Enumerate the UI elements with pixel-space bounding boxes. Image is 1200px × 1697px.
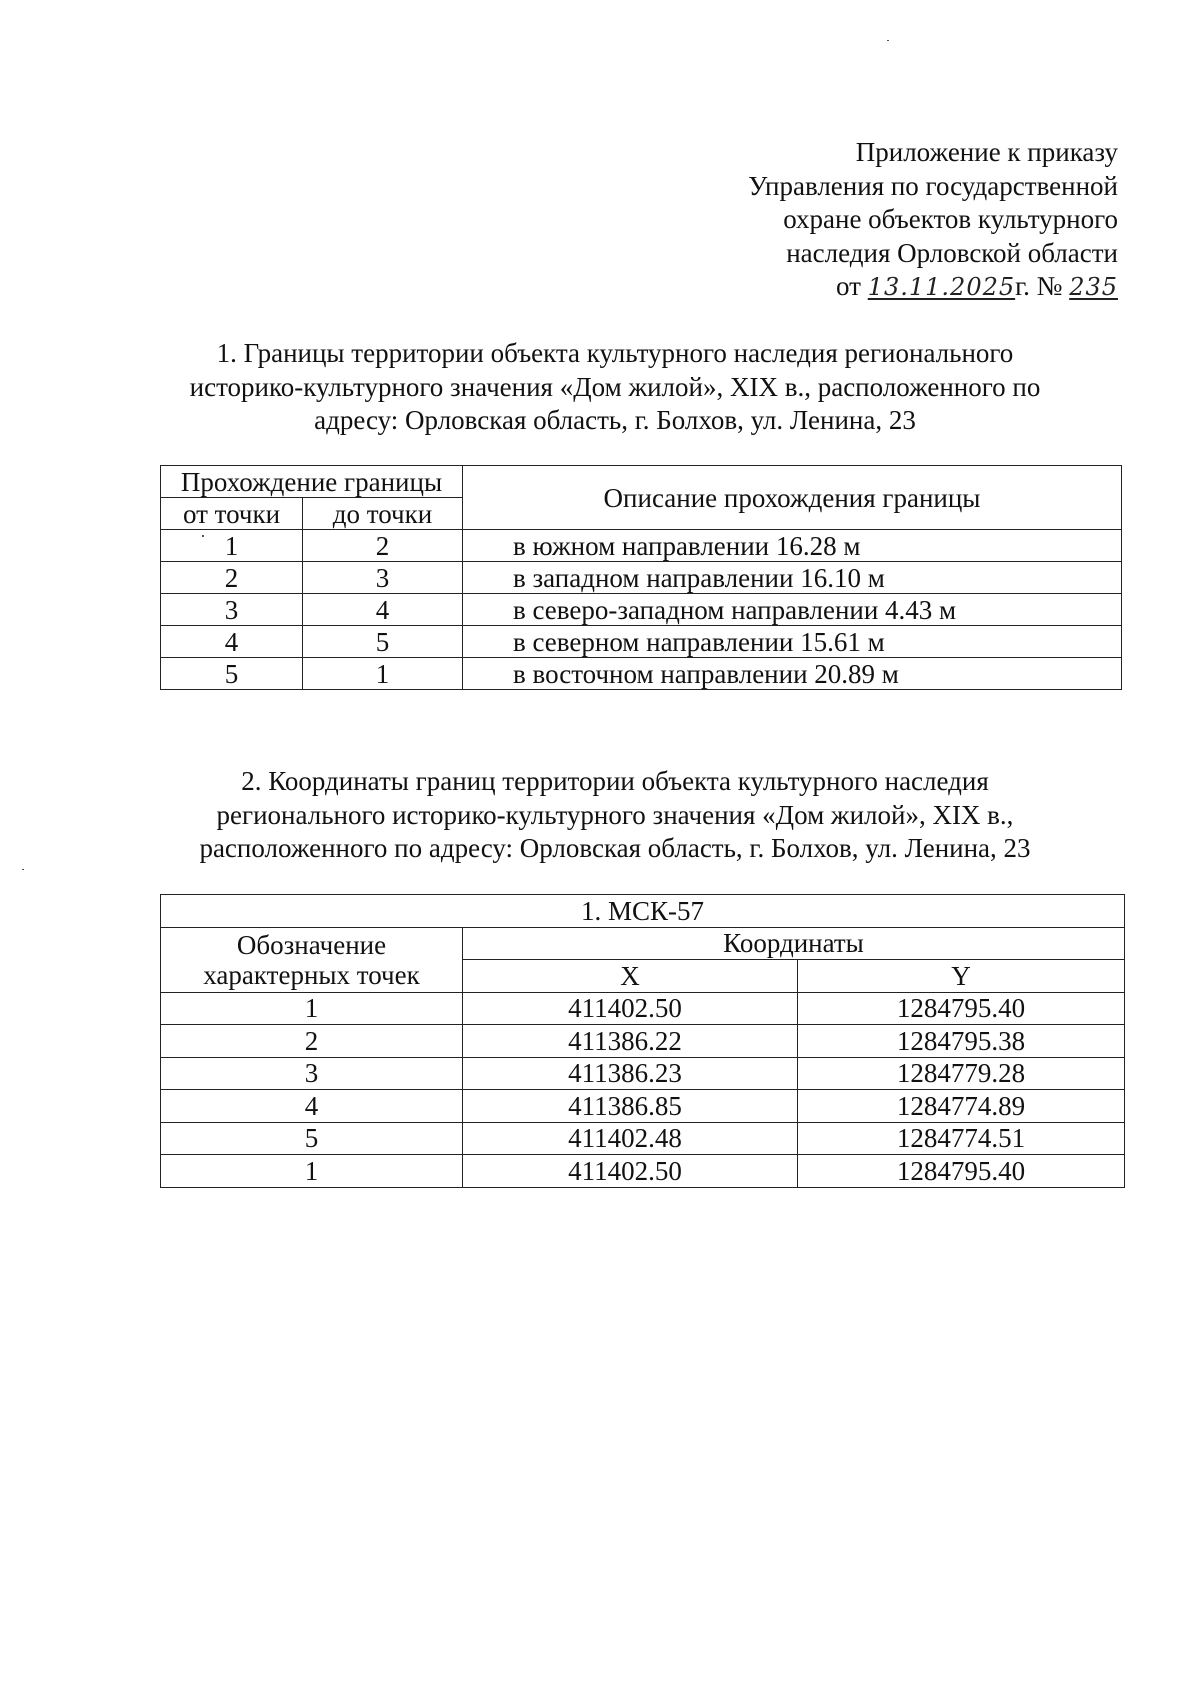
table-row [161,992,1125,1025]
table-row [161,1122,1125,1155]
cell-from: 5 [161,658,303,690]
cell-y: 1284774.89 [798,1090,1125,1123]
cell-point: 1 [161,992,463,1025]
table-row [161,658,1122,690]
cell-x: 411386.85 [463,1090,798,1123]
cell-y: 1284779.28 [798,1057,1125,1090]
section2-title-line: регионального историко-культурного значения «Дом жилой», XIX в., [216,799,1014,830]
cell-from: 1 [161,530,303,562]
scan-speck [887,40,889,41]
handwritten-order-number: 235 [1069,273,1118,301]
section2-title [160,765,1070,866]
scan-speck [22,869,24,870]
header-coordinates: Координаты [463,927,1125,960]
cell-point: 3 [161,1057,463,1090]
appendix-header [678,136,1118,305]
section1-title [160,337,1070,438]
section2-title-line: 2. Координаты границ территории объекта культурного наследия [241,766,989,796]
cell-x: 411386.23 [463,1057,798,1090]
table-row [161,1025,1125,1058]
table-row [161,1057,1125,1090]
cell-point: 2 [161,1025,463,1058]
handwritten-date: 13.11.2025 [867,273,1016,301]
cell-description: в южном направлении 16.28 м [463,530,1122,562]
cell-x: 411402.48 [463,1122,798,1155]
cell-to: 4 [303,594,463,626]
date-prefix: от [836,271,861,301]
cell-point: 1 [161,1155,463,1188]
coordinate-system-header: 1. МСК-57 [161,895,1125,928]
cell-from: 4 [161,626,303,658]
cell-description: в северо-западном направлении 4.43 м [463,594,1122,626]
appendix-line-2: Управления по государственной [748,170,1118,201]
table-row [161,1155,1125,1188]
table-row [161,530,1122,562]
coordinates-table [160,894,1125,1188]
cell-y: 1284795.40 [798,1155,1125,1188]
header-point-designation [161,927,463,992]
appendix-date-line [678,270,1118,305]
table-row [161,1090,1125,1123]
header-boundary-passage: Прохождение границы [161,466,463,498]
cell-description: в восточном направлении 20.89 м [463,658,1122,690]
header-y: Y [798,960,1125,993]
cell-to: 3 [303,562,463,594]
header-x: X [463,960,798,993]
cell-description: в западном направлении 16.10 м [463,562,1122,594]
cell-to: 2 [303,530,463,562]
table-row [161,626,1122,658]
section1-title-line: 1. Границы территории объекта культурного наследия регионального [216,338,1014,368]
cell-point: 4 [161,1090,463,1123]
cell-from: 3 [161,594,303,626]
cell-to: 5 [303,626,463,658]
cell-to: 1 [303,658,463,690]
cell-y: 1284774.51 [798,1122,1125,1155]
header-from-point: от точки [161,498,303,530]
boundary-table [160,465,1122,690]
cell-description: в северном направлении 15.61 м [463,626,1122,658]
cell-point: 5 [161,1122,463,1155]
appendix-line-1: Приложение к приказу [855,137,1118,167]
header-to-point: до точки [303,498,463,530]
section1-title-line: историко-культурного значения «Дом жилой», XIX в., расположенного по [189,371,1041,402]
section1-title-line: адресу: Орловская область, г. Болхов, ул. Ленина, 23 [314,405,916,435]
header-description: Описание прохождения границы [463,466,1122,530]
appendix-line-3: охране объектов культурного [783,204,1118,234]
cell-x: 411402.50 [463,992,798,1025]
appendix-line-4: наследия Орловской области [786,237,1118,268]
order-number-label: г. № [1015,271,1063,301]
header-point-line: характерных точек [203,959,420,990]
cell-x: 411386.22 [463,1025,798,1058]
table-row [161,594,1122,626]
scan-speck [202,535,204,537]
header-point-line: Обозначение [236,929,387,960]
section2-title-line: расположенного по адресу: Орловская область, г. Болхов, ул. Ленина, 23 [199,833,1031,863]
cell-x: 411402.50 [463,1155,798,1188]
cell-y: 1284795.38 [798,1025,1125,1058]
cell-y: 1284795.40 [798,992,1125,1025]
table-row [161,562,1122,594]
cell-from: 2 [161,562,303,594]
